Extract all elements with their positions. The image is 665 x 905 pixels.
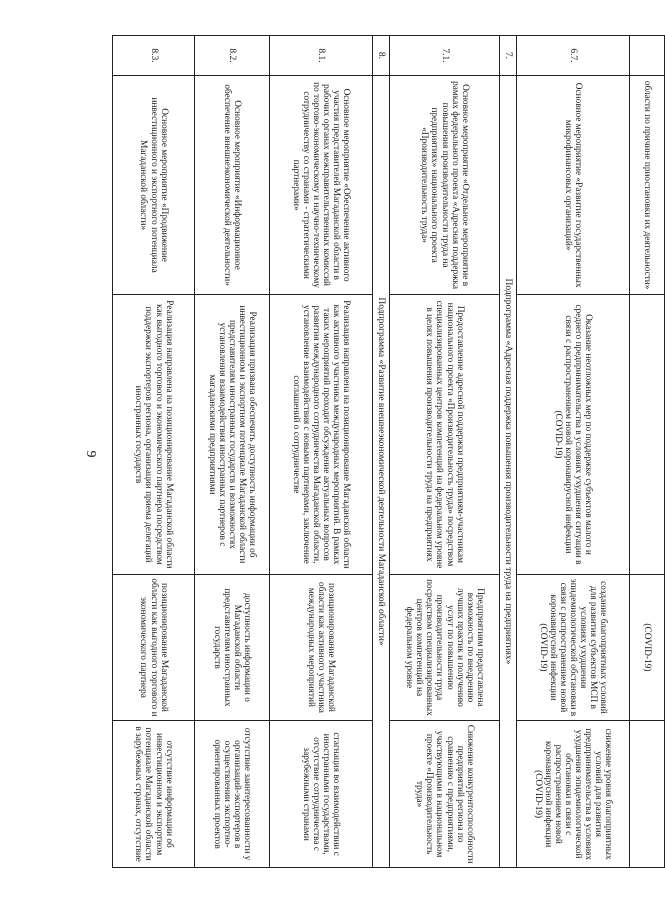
expected-result: позиционирование Магаданской области как выгодного торгового и экономического партнера bbox=[113, 574, 195, 721]
measure-name: Основное мероприятие «Информационное обеспечение внешнеэкономической деятельности» bbox=[195, 75, 270, 294]
non-implementation-consequence bbox=[630, 721, 665, 868]
measures-table bbox=[112, 35, 665, 868]
table-row bbox=[270, 36, 373, 868]
row-number: 8.3. bbox=[113, 36, 195, 76]
measure-name: области по причине приостановки их деятельности» bbox=[630, 75, 665, 294]
subprogram-title: Подпрограмма «Адресная поддержка повышения производительности труда на предприятиях» bbox=[500, 75, 517, 867]
row-number: 7. bbox=[500, 36, 517, 76]
measure-description: Предоставление адресной поддержки предприятиям-участникам национального проекта «Производительность труда» посредством специализированных центров компетенций на федеральном уровне в целях повышения производительности труда на предприятиях bbox=[390, 295, 500, 574]
table-row bbox=[390, 36, 500, 868]
row-number: 8. bbox=[373, 36, 390, 76]
rotated-table-wrapper bbox=[120, 35, 665, 868]
measure-description: Реализация призвана обеспечить доступность информации об инвестиционном и экспортном потенциале Магаданской области представителям иностранных государств и возможностях установления взаимодействия иностранных партнеров с магаданскими предприятиями bbox=[195, 295, 270, 574]
measure-name: Основное мероприятие «Отдельное мероприятие в рамках федерального проекта «Адресная поддержка повышения производительности труда на предприятиях» национального проекта «Производительность труда» bbox=[390, 75, 500, 294]
non-implementation-consequence: стагнация во взаимодействии с иностранными государствами, отсутствие сотрудничества с зарубежными странами bbox=[270, 721, 373, 868]
table-row bbox=[517, 36, 630, 868]
table-row bbox=[195, 36, 270, 868]
row-number: 6.7. bbox=[517, 36, 630, 76]
measure-description bbox=[630, 295, 665, 574]
measure-name: Основное мероприятие «Развитие государственных микрофинансовых организаций» bbox=[517, 75, 630, 294]
row-number bbox=[630, 36, 665, 76]
measure-description: Реализация направлена на позиционирование Магаданской области как выгодного торгового и экономического партнера посредством поддержки экспортеров региона, организации приема делегаций иностранных государств bbox=[113, 295, 195, 574]
expected-result: создание благоприятных условий для развития субъектов МСП в условиях ухудшения эпидемиологической обстановки в связи с распространением новой коронавирусной инфекции (COVID-19) bbox=[517, 574, 630, 721]
measure-description: Реализация направлена на позиционирование Магаданской области как активного участника международных мероприятий. В рамках таких мероприятий проходит обсуждение актуальных вопросов развития международного сотрудничества Магаданской области, установление взаимодействия с новыми партнерами, заключение соглашений о сотрудничестве bbox=[270, 295, 373, 574]
expected-result: Предприятиям предоставлена возможность по внедрению лучших практик и получению услуг по повышению производительности труда посредством специализированных центров компетенций на федеральном уровне bbox=[390, 574, 500, 721]
table-row bbox=[373, 36, 390, 868]
table-row bbox=[630, 36, 665, 868]
subprogram-title: Подпрограмма «Развитие внешнеэкономической деятельности Магаданской области» bbox=[373, 75, 390, 867]
row-number: 8.2. bbox=[195, 36, 270, 76]
expected-result: доступность информации о Магаданской области представителям иностранных государств bbox=[195, 574, 270, 721]
non-implementation-consequence: Снижение конкурентоспособности предприятий региона по сравнению с предприятиями, участвующими в национальном проекте «Производительность труда» bbox=[390, 721, 500, 868]
measure-name: Основное мероприятие «Обеспечение активного участия представителей Магаданской области в рабочих органах межправительственных комиссий по торгово-экономическому и научно-техническому сотрудничеству со странами - стратегическими партнерами» bbox=[270, 75, 373, 294]
expected-result: позиционирование Магаданской области как активного участника международных мероприятий bbox=[270, 574, 373, 721]
row-number: 8.1. bbox=[270, 36, 373, 76]
measure-description: Оказание неотложных мер по поддержке субъектов малого и среднего предпринимательства в условиях ухудшения ситуации в связи с распространением новой коронавирусной инфекции (COVID-19) bbox=[517, 295, 630, 574]
row-number: 7.1. bbox=[390, 36, 500, 76]
non-implementation-consequence: отсутствие информации об инвестиционном и экспортном потенциале Магаданской области в зарубежных странах, отсутствие bbox=[113, 721, 195, 868]
expected-result: (COVID-19) bbox=[630, 574, 665, 721]
page-number: 9 bbox=[83, 450, 98, 458]
table-row bbox=[113, 36, 195, 868]
non-implementation-consequence: снижение уровня благоприятных условий для развития предпринимательства в условиях ухудшения эпидемиологической обстановки в связи с распространением новой коронавирусной инфекции (COVID-19) bbox=[517, 721, 630, 868]
table-row bbox=[500, 36, 517, 868]
measure-name: Основное мероприятие «Продвижение инвестиционного и экспортного потенциала Магаданской области» bbox=[113, 75, 195, 294]
non-implementation-consequence: отсутствие заинтересованности у организаций-экспортеров в осуществлении экспортно-ориентированных проектов bbox=[195, 721, 270, 868]
